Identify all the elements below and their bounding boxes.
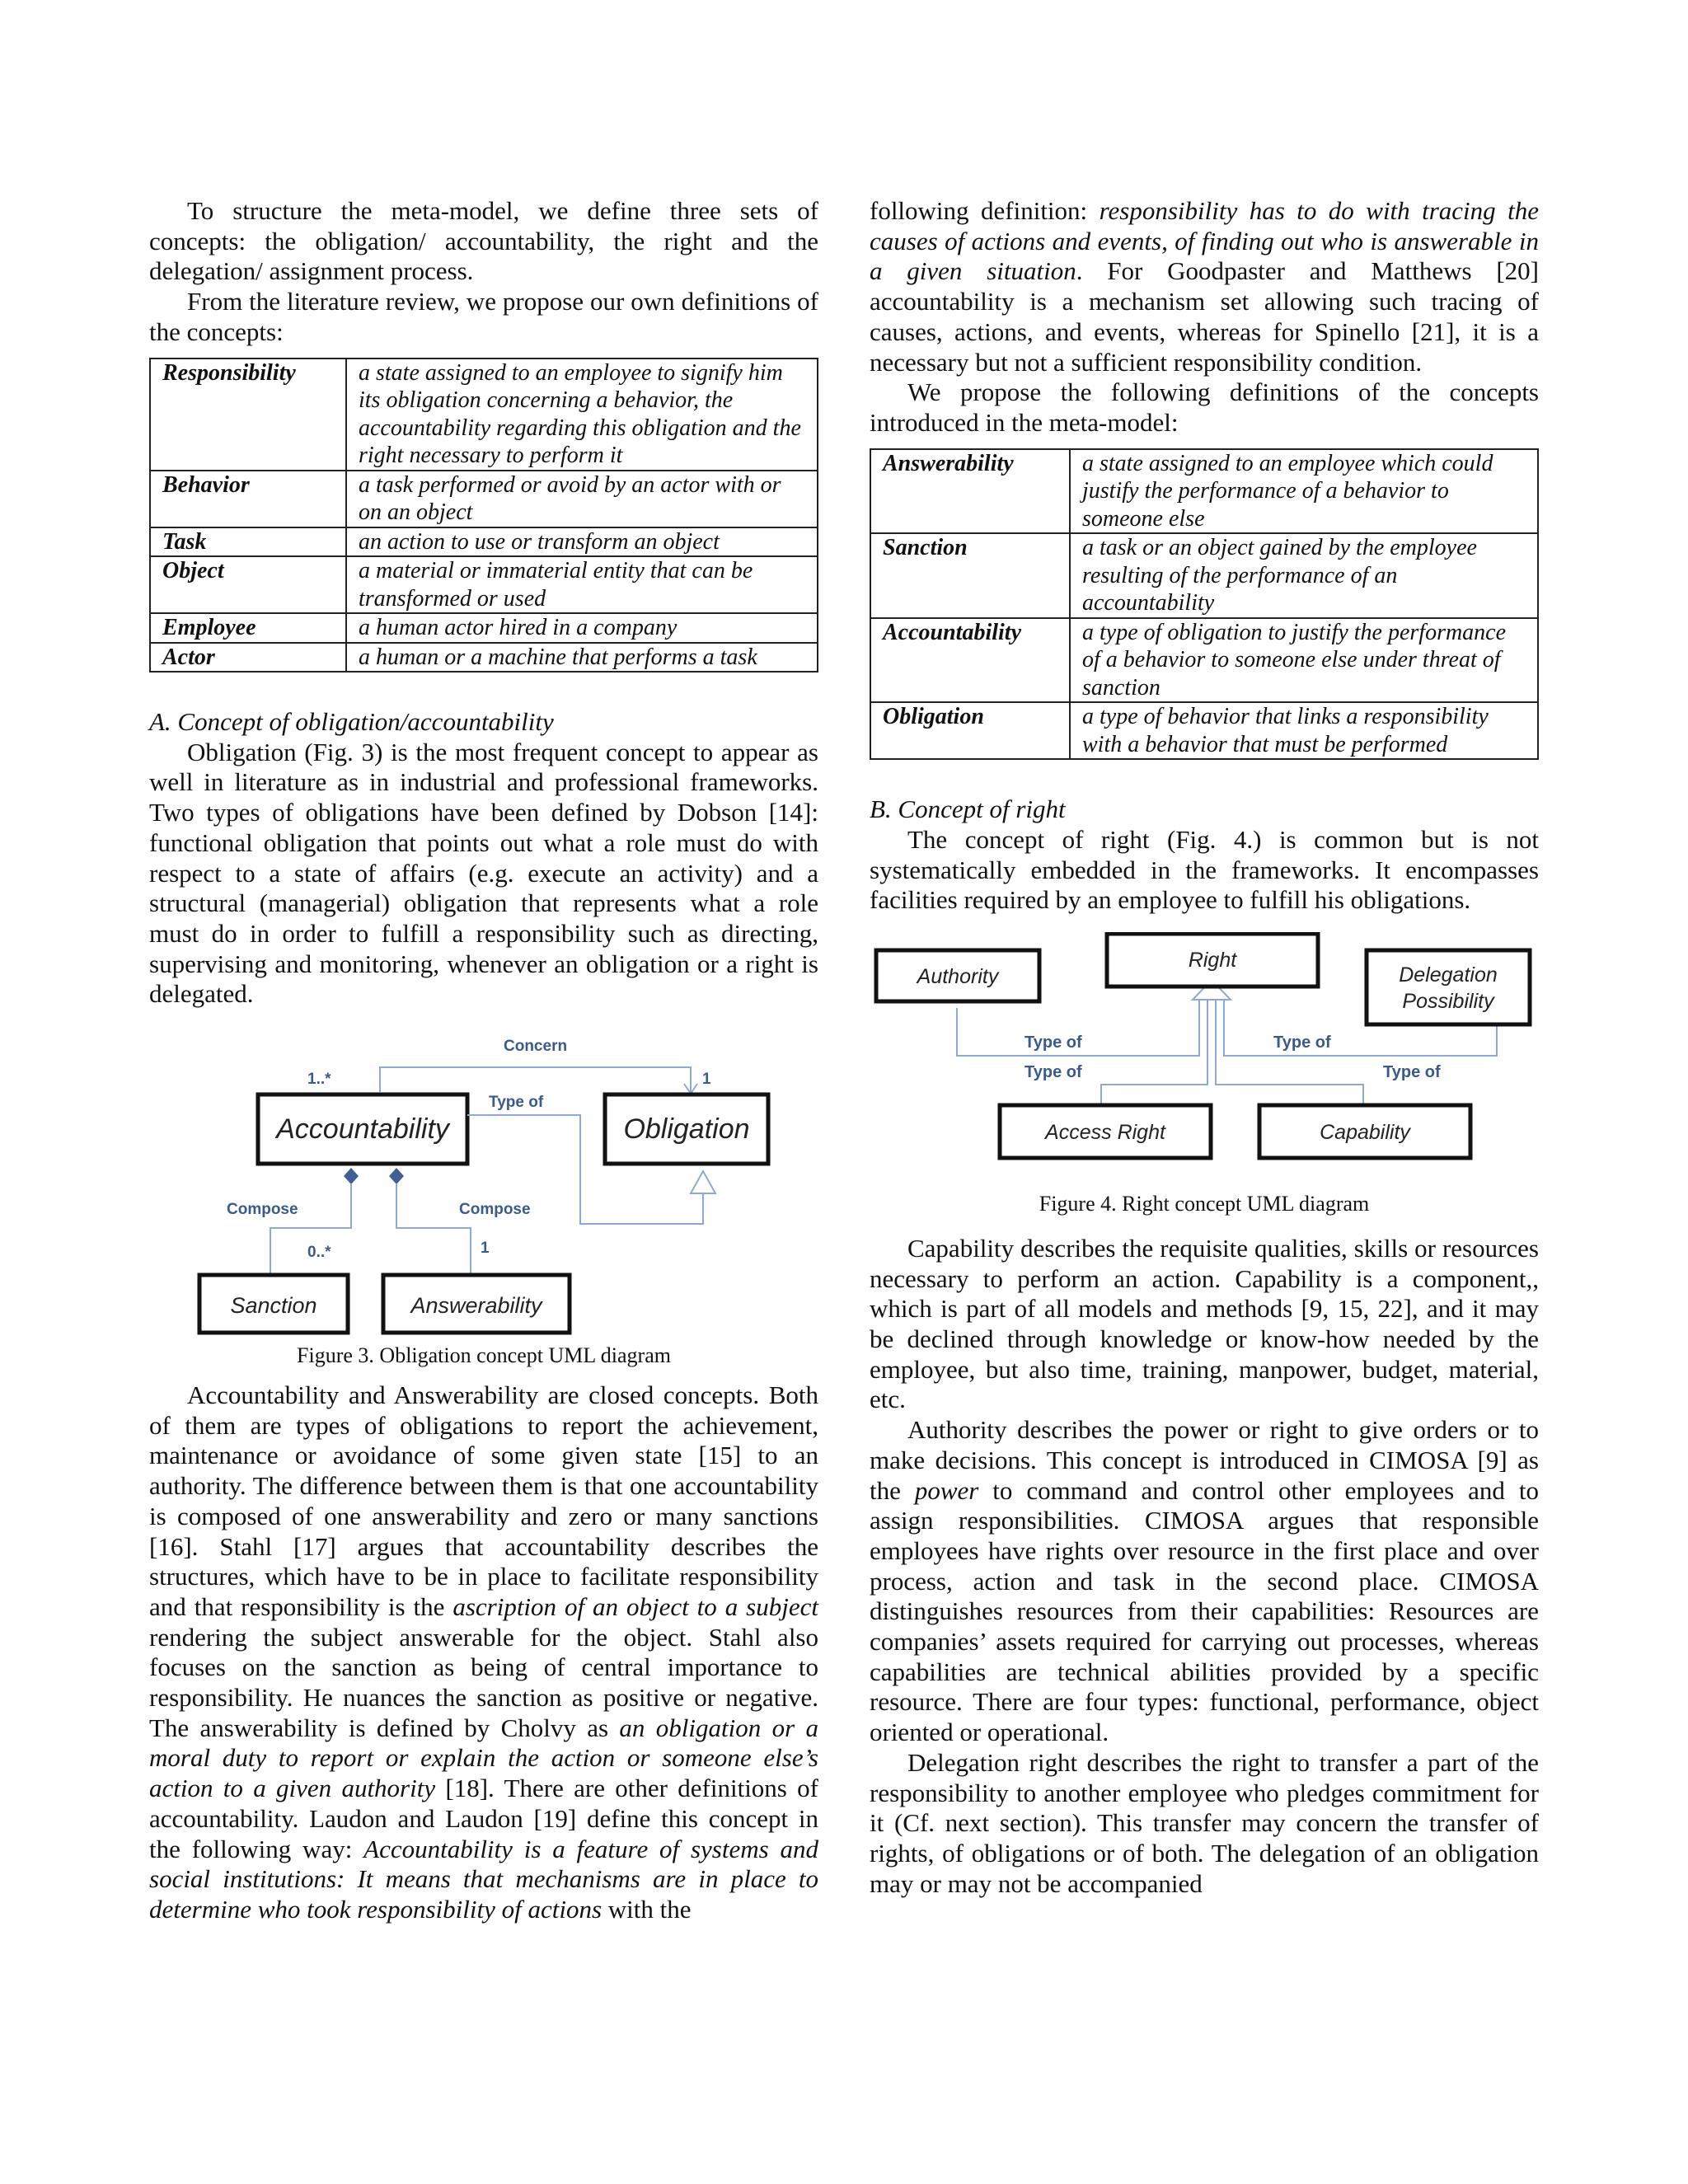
access-right-connector [1101,1000,1207,1105]
right-concept-paragraph: The concept of right (Fig. 4.) is common but is not systematically embedded in the frameworks. It encompasses facilities required by an employee to fulfill his obligations. [870,824,1539,915]
accountability-paragraph: Accountability and Answerability are closed concepts. Both of them are types of obligations to report the achievement, maintenance or avoidance of some given state [15] to an authority. The difference between them is that one accountability is composed of one answerability and zero or many sanctions [16]. Stahl [17] argues that accountability describes the structures, which have to be in place to facilitate responsibility and that responsibility is the ascription of an object to a subject rendering the subject answerable for the object. Stahl also focuses on the sanction as being of central importance to responsibility. He nuances the sanction as positive or negative. The answerability is defined by Cholvy as an obligation or a moral duty to report or explain the action or someone else’s action to a given authority [18]. There are other definitions of accountability. Laudon and Laudon [19] define this concept in the following way: Accountability is a feature of systems and social institutions: It means that mechanisms are in place to determine who took responsibility of actions with the [149,1380,819,1924]
capability-connector [1216,1000,1363,1105]
compose-diamond-right [389,1168,404,1184]
obligation-paragraph: Obligation (Fig. 3) is the most frequent concept to appear as well in literature as in industrial and professional frameworks. Two types of obligations have been defined by Dobson [14]: functional obligation that points out what a role must do with respect to a state of affairs (e.g. execute an activity) and a structural (managerial) obligation that represents what a role must do in order to fulfill a responsibility such as directing, supervising and monitoring, whenever an obligation or a right is delegated. [149,737,818,1009]
table-row: Obligation a type of behavior that links a responsibility with a behavior that must be performed [870,702,1538,759]
table-row: Responsibility a state assigned to an employee to signify him its obligation concerning a behavior, the accountability regarding this obligation and the right necessary to perform it [150,359,818,471]
compose-line-right [396,1184,471,1275]
compose-label-left: Compose [227,1201,298,1219]
right-column [870,196,1539,1899]
concern-line [380,1067,691,1092]
table-row: Object a material or immaterial entity that can be transformed or used [150,556,818,613]
definitions-table-2 [870,448,1539,761]
delegation-label: Delegation [1399,963,1498,987]
definitions-table-1 [149,358,818,673]
mult-answerability: 1 [481,1240,490,1258]
mult-sanction: 0..* [307,1244,331,1262]
intro-paragraph-1: To structure the meta-model, we define three sets of concepts: the obligation/ accountability, the right and the delegation/ assignment process. [149,196,818,286]
access-right-label: Access Right [1045,1120,1165,1144]
figure-3 [149,1018,818,1372]
delegation-possibility-box [1367,950,1530,1024]
section-a-heading: A. Concept of obligation/accountability [149,707,554,737]
capability-label: Capability [1320,1120,1410,1144]
table-row: Behavior a task performed or avoid by an actor with or on an object [150,471,818,527]
concern-label: Concern [504,1038,568,1056]
figure-4-caption: Figure 4. Right concept UML diagram [1039,1191,1370,1216]
figure-3-caption: Figure 3. Obligation concept UML diagram [297,1343,671,1368]
propose-paragraph: We propose the following definitions of the concepts introduced in the meta-model: [870,377,1539,437]
authority-paragraph: Authority describes the power or right to give orders or to make decisions. This concept is introduced in CIMOSA [9] as the power to command and control other employees and to assign responsibilities. CIMOSA argues that responsible employees have rights over resource in the first place and over process, action and task in the second place. CIMOSA distinguishes resources from their capabilities: Resources are companies’ assets required for carrying out processes, whereas capabilities are technical abilities provided by a specific resource. There are four types: functional, performance, object oriented or operational. [870,1415,1539,1747]
mult-accountability: 1..* [307,1071,331,1089]
compose-label-right: Compose [459,1201,531,1219]
obligation-uml-diagram [149,1018,818,1339]
intro-paragraph-2: From the literature review, we propose our own definitions of the concepts: [149,287,818,346]
capability-paragraph: Capability describes the requisite qualities, skills or resources necessary to perform an action. Capability is a component,, which is part of all models and methods [9, 15, 22], and it may be declined through knowledge or know-how needed by the employee, but also time, training, manpower, budget, material, etc. [870,1233,1539,1414]
left-column [149,196,818,1925]
type-of-label-delegation: Type of [1273,1033,1331,1052]
obligation-label: Obligation [623,1113,750,1146]
continuation-paragraph: following definition: responsibility has to do with tracing the causes of actions and events, of finding out who is answerable in a given situation. For Goodpaster and Matthews [20] accountability is a mechanism set allowing such tracing of causes, actions, and events, whereas for Spinello [21], it is a necessary but not a sufficient responsibility condition. [870,196,1540,377]
type-of-label-capability: Type of [1383,1062,1441,1081]
sanction-label: Sanction [230,1293,317,1319]
compose-line-left [270,1184,351,1275]
table-row: Employee a human actor hired in a company [150,613,818,643]
table-row: Accountability a type of obligation to justify the performance of a behavior to someone else under threat of sanction [870,618,1538,703]
possibility-label: Possibility [1402,989,1494,1013]
type-of-label: Type of [489,1094,544,1112]
delegation-paragraph: Delegation right describes the right to transfer a part of the responsibility to another employee who pledges commitment for it (Cf. next section). This transfer may concern the transfer of rights, of obligations or of both. The delegation of an obligation may or may not be accompanied [870,1747,1539,1898]
type-of-label-access: Type of [1025,1062,1082,1081]
generalization-triangle [691,1171,715,1193]
right-label: Right [1188,948,1237,972]
right-uml-diagram [870,932,1539,1188]
table-row: Sanction a task or an object gained by the employee resulting of the performance of an accountability [870,533,1538,618]
figure-4 [870,932,1539,1224]
accountability-label: Accountability [276,1113,449,1146]
section-b-heading: B. Concept of right [870,794,1066,824]
authority-label: Authority [917,964,999,988]
table-row: Answerability a state assigned to an employee which could justify the performance of a behavior to someone else [870,449,1538,534]
type-of-label-authority: Type of [1025,1033,1082,1052]
table-row: Actor a human or a machine that performs a task [150,643,818,673]
compose-diamond-left [344,1168,359,1184]
table-row: Task an action to use or transform an object [150,527,818,557]
answerability-label: Answerability [410,1293,542,1319]
mult-obligation: 1 [702,1071,711,1089]
